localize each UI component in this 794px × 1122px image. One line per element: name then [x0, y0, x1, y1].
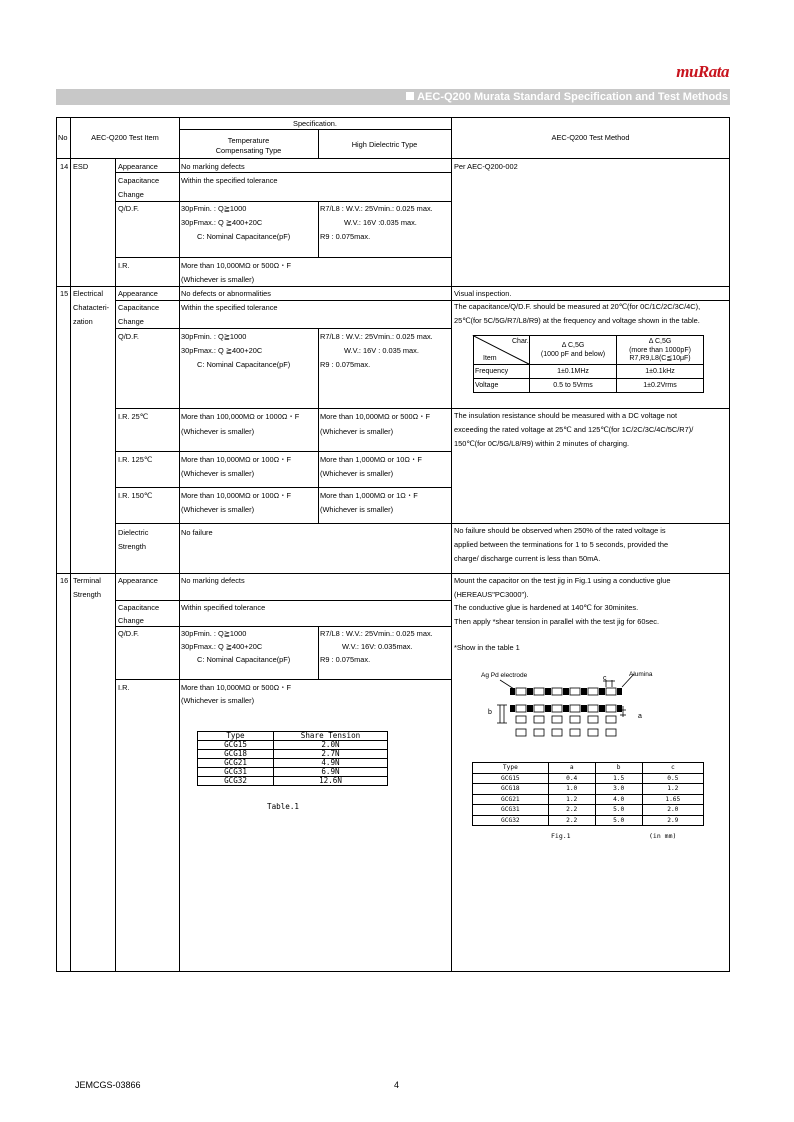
fig-cell: 1.2: [642, 784, 703, 795]
s15-method-1: Visual inspection.: [454, 289, 512, 298]
s16-cap-spec: Within specified tolerance: [181, 603, 266, 612]
s15-name-2: Chatacteri-: [73, 303, 110, 312]
ftable-row2: Voltage: [475, 382, 499, 389]
s15-ir25-high-which: (Whichever is smaller): [320, 427, 394, 436]
fig-cell: 0.5: [642, 773, 703, 784]
s15-ir150-high-which: (Whichever is smaller): [320, 505, 394, 514]
table1-cell: 2.7N: [274, 750, 388, 759]
s14-name: ESD: [73, 162, 89, 171]
table1-cell: GCG32: [198, 777, 274, 786]
s15-appearance-label: Appearance: [118, 289, 158, 298]
s15-change-label: Change: [118, 317, 144, 326]
s15-ir-method-2: exceeding the rated voltage at 25℃ and 125℃(for 1C/2C/3C/4C/5C/R7)/: [454, 425, 694, 434]
s15-appearance-spec: No defects or abnormalities: [181, 289, 271, 298]
s15-r1: R7/L8 : W.V.: 25Vmin.: 0.025 max.: [320, 332, 433, 341]
table1-header-tension: Share Tension: [274, 732, 388, 741]
table1-cell: 4.9N: [274, 759, 388, 768]
s14-r1: R7/L8 : W.V.: 25Vmin.: 0.025 max.: [320, 204, 433, 213]
ftable-char: Char.: [512, 338, 529, 345]
s14-ir-spec: More than 10,000MΩ or 500Ω・F: [181, 261, 292, 270]
col-spec-header: Specification.: [293, 119, 337, 128]
fig-header-b: b: [595, 763, 642, 774]
s16-r1: R7/L8 : W.V.: 25Vmin.: 0.025 max.: [320, 629, 433, 638]
fig-cell: GCG32: [473, 815, 549, 826]
shear-tension-table: [197, 731, 388, 786]
s15-dielectric-method-1: No failure should be observed when 250% of the rated voltage is: [454, 526, 666, 535]
fig-cell: 1.5: [595, 773, 642, 784]
s15-q2: 30pFmax.: Q ≧400+20C: [181, 346, 263, 355]
table1-cell: GCG21: [198, 759, 274, 768]
s14-r3: R9 : 0.075max.: [320, 232, 371, 241]
table1-cell: GCG31: [198, 768, 274, 777]
col-high-header: High Dielectric Type: [351, 140, 418, 149]
fig-label-a: a: [638, 713, 642, 720]
s16-name-2: Strength: [73, 590, 101, 599]
fig-cell: GCG15: [473, 773, 549, 784]
s15-ir125-temp: More than 10,000MΩ or 100Ω・F: [181, 455, 292, 464]
s15-q3: C: Nominal Capacitance(pF): [197, 360, 291, 369]
table1-caption: Table.1: [267, 802, 300, 811]
ftable-col2-a: Δ C,5G: [648, 338, 672, 345]
doc-number: JEMCGS-03866: [75, 1080, 141, 1090]
s15-dielectric-method-2: applied between the terminations for 1 to 5 seconds, provided the: [454, 540, 669, 549]
s16-q1: 30pFmin. : Q≧1000: [181, 629, 247, 638]
s15-ir125-temp-which: (Whichever is smaller): [181, 469, 255, 478]
s14-appearance-label: Appearance: [118, 162, 158, 171]
ftable-row1-b: 1±0.1kHz: [645, 368, 675, 375]
s15-ir25-label: I.R. 25℃: [118, 412, 149, 421]
s15-dielectric-label-2: Strength: [118, 542, 146, 551]
ftable-col1-b: (1000 pF and below): [540, 351, 606, 358]
s15-ir150-temp-which: (Whichever is smaller): [181, 505, 255, 514]
s15-ir-method-1: The insulation resistance should be measured with a DC voltage not: [454, 411, 678, 420]
s14-change-label: Change: [118, 190, 144, 199]
fig-cell: 1.65: [642, 794, 703, 805]
table1-cell: GCG18: [198, 750, 274, 759]
fig1-jig-diagram: [470, 660, 670, 740]
s16-appearance-spec: No marking defects: [181, 576, 245, 585]
s16-cap-label: Capacitance: [118, 603, 160, 612]
fig-label-c: c: [603, 675, 607, 682]
table-row: [473, 815, 704, 826]
s16-method-2: (HEREAUS"PC3000").: [454, 590, 529, 599]
ftable-col2-b: (more than 1000pF): [629, 347, 691, 354]
fig-cell: GCG18: [473, 784, 549, 795]
fig-cell: 1.0: [548, 784, 595, 795]
ftable-item: Item: [483, 355, 497, 362]
s15-method-2: The capacitance/Q/D.F. should be measured at 20℃(for 0C/1C/2C/3C/4C),: [454, 302, 701, 311]
s16-method-1: Mount the capacitor on the test jig in Fig.1 using a conductive glue: [454, 576, 671, 585]
table-row: [473, 784, 704, 795]
s14-cap-label: Capacitance: [118, 176, 160, 185]
fig-header-a: a: [548, 763, 595, 774]
s16-method-3: The conductive glue is hardened at 140℃ for 30minites.: [454, 603, 639, 612]
s15-r2: W.V.: 16V : 0.035 max.: [344, 346, 419, 355]
col-method-header: AEC-Q200 Test Method: [551, 133, 630, 142]
s16-method-4: Then apply *shear tension in parallel with the test jig for 60sec.: [454, 617, 660, 626]
table-row: [473, 794, 704, 805]
s15-ir25-temp-which: (Whichever is smaller): [181, 427, 255, 436]
banner-title: AEC-Q200 Murata Standard Specification and Test Methods: [417, 91, 728, 103]
s14-cap-spec: Within the specified tolerance: [181, 176, 278, 185]
s16-method-5: *Show in the table 1: [454, 643, 520, 652]
s15-cap-spec: Within the specified tolerance: [181, 303, 278, 312]
s15-r3: R9 : 0.075max.: [320, 360, 371, 369]
s14-ir-whichever: (Whichever is smaller): [181, 275, 255, 284]
s15-dielectric-spec: No failure: [181, 528, 213, 537]
s15-ir150-temp: More than 10,000MΩ or 100Ω・F: [181, 491, 292, 500]
ftable-row2-a: 0.5 to 5Vrms: [553, 382, 593, 389]
ftable-row1: Frequency: [475, 368, 509, 375]
table1-cell: 6.9N: [274, 768, 388, 777]
page-number: 4: [394, 1080, 400, 1090]
fig-cell: 2.9: [642, 815, 703, 826]
fig-cell: 2.2: [548, 805, 595, 816]
fig1-unit: (in mm): [649, 832, 677, 840]
s16-r3: R9 : 0.075max.: [320, 655, 371, 664]
s16-ir-label: I.R.: [118, 683, 130, 692]
col-item-header: AEC-Q200 Test Item: [91, 133, 159, 142]
fig1-dimension-table: [472, 762, 704, 826]
fig-cell: GCG21: [473, 794, 549, 805]
fig-cell: 2.0: [642, 805, 703, 816]
s16-r2: W.V.: 16V: 0.035max.: [342, 642, 413, 651]
col-no-header: No: [58, 133, 68, 142]
s16-q2: 30pFmax.: Q ≧400+20C: [181, 642, 263, 651]
s15-method-3: 25℃(for 5C/5G/R7/L8/R9) at the frequency and voltage shown in the table.: [454, 316, 700, 325]
fig-header-c: c: [642, 763, 703, 774]
fig-electrode-label: Ag Pd electrode: [481, 672, 528, 679]
s15-no: 15: [60, 289, 69, 298]
fig-cell: GCG31: [473, 805, 549, 816]
s15-ir150-label: I.R. 150℃: [118, 491, 153, 500]
fig-cell: 0.4: [548, 773, 595, 784]
s15-ir-method-3: 150℃(for 0C/5G/L8/R9) within 2 minutes of charging.: [454, 439, 630, 448]
s16-no: 16: [60, 576, 69, 585]
fig-cell: 2.2: [548, 815, 595, 826]
fig1-caption: Fig.1: [551, 832, 571, 840]
s15-ir150-high: More than 1,000MΩ or 1Ω・F: [320, 491, 418, 500]
s15-ir25-temp: More than 100,000MΩ or 1000Ω・F: [181, 412, 300, 421]
fig-cell: 5.0: [595, 815, 642, 826]
s16-ir-spec: More than 10,000MΩ or 500Ω・F: [181, 683, 292, 692]
s14-r2: W.V.: 16V :0.035 max.: [344, 218, 417, 227]
table1-cell: 2.0N: [274, 741, 388, 750]
s15-dielectric-label-1: Dielectric: [118, 528, 149, 537]
table1-cell: GCG15: [198, 741, 274, 750]
s15-qdf-label: Q/D.F.: [118, 332, 139, 341]
col-temp-header-2: Compensating Type: [215, 146, 282, 155]
ftable-row1-a: 1±0.1MHz: [557, 368, 589, 375]
s16-qdf-label: Q/D.F.: [118, 629, 139, 638]
table-row: [473, 805, 704, 816]
ftable-row2-b: 1±0.2Vrms: [643, 382, 677, 389]
fig-cell: 3.0: [595, 784, 642, 795]
s16-appearance-label: Appearance: [118, 576, 158, 585]
fig-alumina-label: Alumina: [629, 671, 653, 678]
fig-header-type: Type: [473, 763, 549, 774]
s15-dielectric-method-3: charge/ discharge current is less than 50mA.: [454, 554, 601, 563]
table1-header-type: Type: [198, 732, 274, 741]
s14-method: Per AEC-Q200-002: [454, 162, 518, 171]
s14-q3: C: Nominal Capacitance(pF): [197, 232, 291, 241]
s15-name-3: zation: [73, 317, 93, 326]
table-row: [473, 773, 704, 784]
murata-logo: muRata: [676, 62, 729, 81]
s15-cap-label: Capacitance: [118, 303, 160, 312]
s14-no: 14: [60, 162, 69, 171]
fig-cell: 1.2: [548, 794, 595, 805]
s16-ir-whichever: (Whichever is smaller): [181, 696, 255, 705]
s15-q1: 30pFmin. : Q≧1000: [181, 332, 247, 341]
s14-qdf-label: Q/D.F.: [118, 204, 139, 213]
s15-name-1: Electrical: [73, 289, 103, 298]
ftable-col1-a: Δ C,5G: [561, 342, 585, 349]
ftable-col2-c: R7,R9,L8(C≦10μF): [629, 355, 691, 362]
fig-cell: 4.0: [595, 794, 642, 805]
table1-cell: 12.6N: [274, 777, 388, 786]
s15-ir125-high-which: (Whichever is smaller): [320, 469, 394, 478]
s15-ir125-high: More than 1,000MΩ or 10Ω・F: [320, 455, 422, 464]
col-temp-header-1: Temperature: [227, 136, 270, 145]
s16-name-1: Terminal: [73, 576, 101, 585]
s16-q3: C: Nominal Capacitance(pF): [197, 655, 291, 664]
s14-q1: 30pFmin. : Q≧1000: [181, 204, 247, 213]
s15-ir125-label: I.R. 125℃: [118, 455, 153, 464]
s15-ir25-high: More than 10,000MΩ or 500Ω・F: [320, 412, 431, 421]
table-row: [198, 777, 388, 786]
section-banner: [56, 89, 730, 105]
s16-change-label: Change: [118, 616, 144, 625]
fig-label-b: b: [488, 709, 492, 716]
square-bullet-icon: [406, 92, 414, 100]
s14-q2: 30pFmax.: Q ≧400+20C: [181, 218, 263, 227]
s14-ir-label: I.R.: [118, 261, 130, 270]
fig-cell: 5.0: [595, 805, 642, 816]
s14-appearance-spec: No marking defects: [181, 162, 245, 171]
